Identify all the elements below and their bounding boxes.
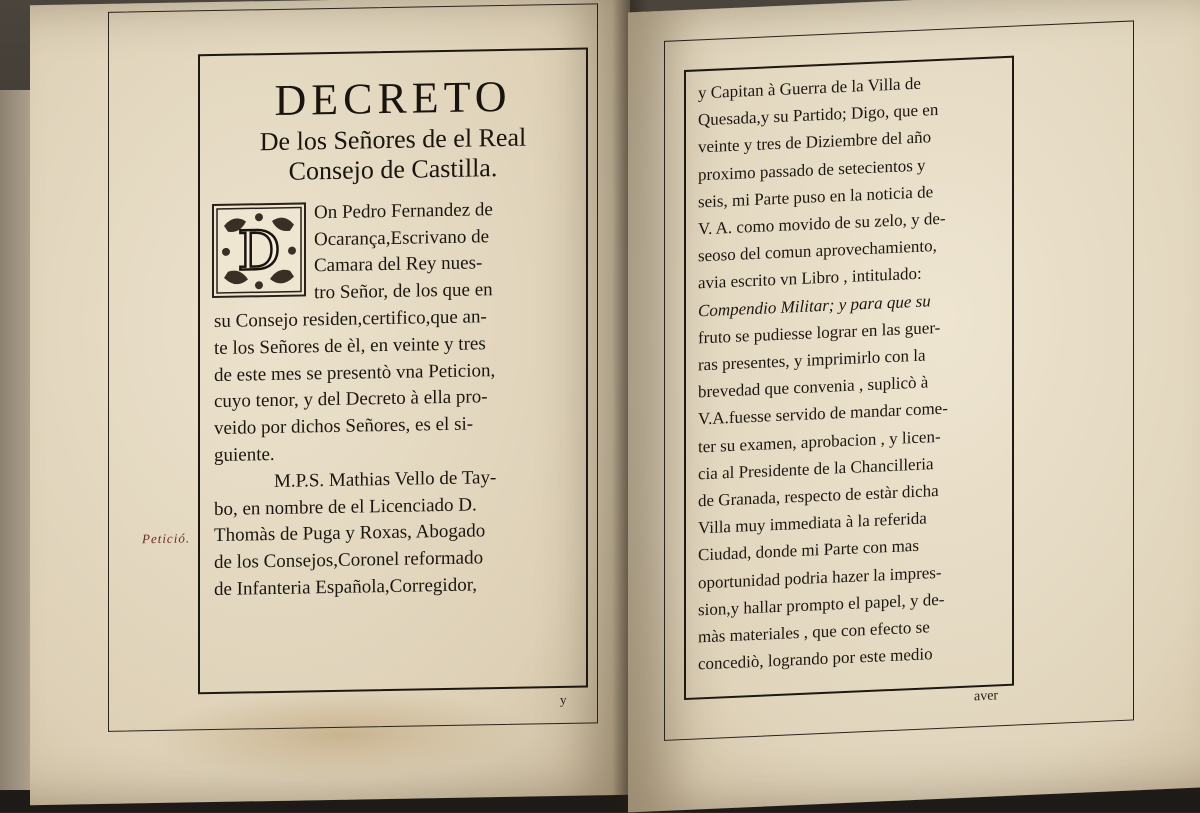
- right-line-8: avia escrito vn Libro , intitulado:: [698, 264, 922, 293]
- right-text-frame: [684, 56, 1014, 700]
- dropcap-line-2: Ocarança,Escrivano de: [314, 225, 490, 250]
- ornate-initial-graphic: [214, 204, 304, 296]
- right-line-5: seis, mi Parte puso en la noticia de: [698, 181, 934, 212]
- subtitle-line-2: Consejo de Castilla.: [288, 152, 498, 186]
- body-line-1: su Consejo residen,certifico,que an-: [214, 306, 487, 332]
- body-line-2: te los Señores de èl, en veinte y tres: [214, 333, 486, 359]
- right-line-4: proximo passado de setecientos y: [698, 155, 926, 185]
- dropcap-line-3: Camara del Rey nues-: [314, 252, 483, 277]
- right-line-1: y Capitan à Guerra de la Villa de: [698, 73, 921, 103]
- catchword-left: y: [560, 691, 567, 707]
- catchword-right: aver: [974, 688, 999, 705]
- right-line-17: Villa muy immediata à la referida: [698, 508, 927, 538]
- right-line-10: fruto se pudiesse lograr en las guer-: [698, 317, 941, 348]
- right-body-text: [698, 66, 1002, 678]
- right-line-13: V.A.fuesse servido de mandar come-: [698, 398, 948, 429]
- margin-note: Petició.: [142, 530, 191, 547]
- body-line-11: de Infanteria Española,Corregidor,: [214, 574, 478, 600]
- left-text-frame: [198, 47, 588, 694]
- right-line-19: oportunidad podria hazer la impres-: [698, 562, 942, 593]
- body-line-7: M.P.S. Mathias Vello de Tay-: [274, 466, 497, 492]
- right-line-20: sion,y hallar prompto el papel, y de-: [698, 589, 945, 620]
- right-line-22: concediò, logrando por este medio: [698, 644, 933, 674]
- page-subtitle: [214, 122, 572, 188]
- dropcap-letter: D: [237, 218, 281, 283]
- right-line-3: veinte y tres de Diziembre del año: [698, 127, 932, 157]
- right-line-18: Ciudad, donde mi Parte con mas: [698, 536, 919, 565]
- body-line-6: guiente.: [214, 443, 275, 466]
- right-line-15: cia al Presidente de la Chancilleria: [698, 453, 934, 484]
- page-title: DECRETO: [274, 71, 512, 125]
- right-page: [628, 0, 1200, 812]
- left-body-text: [214, 196, 572, 604]
- subtitle-line-1: De los Señores de el Real: [259, 122, 527, 157]
- right-line-9: Compendio Militar; y para que su: [698, 290, 931, 321]
- right-line-6: V. A. como movido de su zelo, y de-: [698, 208, 946, 239]
- ornate-initial-icon: [212, 202, 306, 298]
- body-line-9: Thomàs de Puga y Roxas, Abogado: [214, 520, 486, 547]
- dropcap-block: [214, 196, 572, 309]
- body-line-8: bo, en nombre de el Licenciado D.: [214, 493, 477, 520]
- dropcap-line-4: tro Señor, de los que en: [314, 279, 493, 304]
- right-line-21: màs materiales , que con efecto se: [698, 617, 930, 647]
- body-line-4: cuyo tenor, y del Decreto à ella pro-: [214, 386, 488, 413]
- body-line-5: veido por dichos Señores, es el si-: [214, 413, 474, 440]
- dropcap-line-1: On Pedro Fernandez de: [314, 198, 493, 224]
- right-line-11: ras presentes, y imprimirlo con la: [698, 345, 926, 375]
- body-line-3: de este mes se presentò vna Peticion,: [214, 359, 496, 386]
- left-page: [30, 0, 630, 805]
- right-line-12: brevedad que convenia , suplicò à: [698, 372, 929, 402]
- right-line-7: seoso del comun aprovechamiento,: [698, 236, 937, 266]
- right-line-16: de Granada, respecto de estàr dicha: [698, 480, 939, 511]
- right-line-2: Quesada,y su Partido; Digo, que en: [698, 100, 939, 130]
- right-line-14: ter su examen, aprobacion , y licen-: [698, 426, 941, 457]
- body-line-10: de los Consejos,Coronel reformado: [214, 547, 484, 574]
